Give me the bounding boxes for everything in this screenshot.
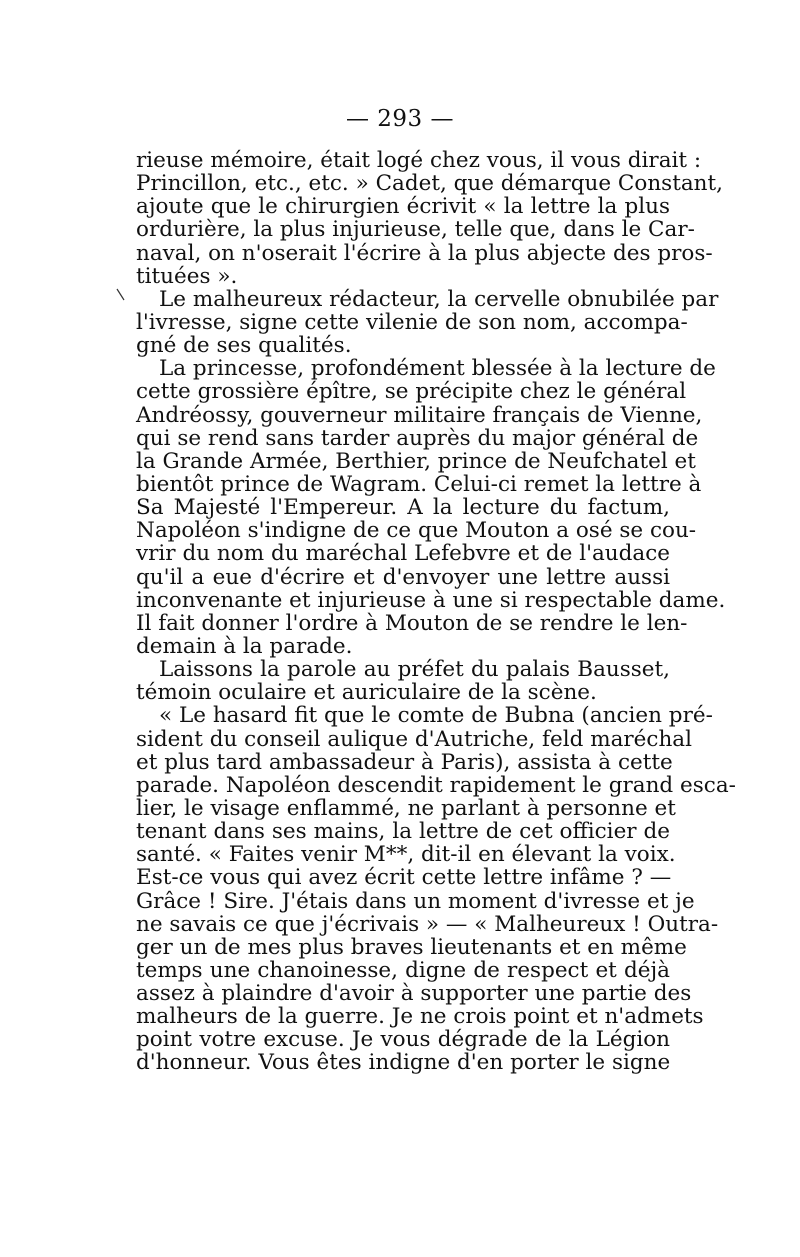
text-line: la Grande Armée, Berthier, prince de Neufchatel et — [136, 448, 696, 474]
text-line: Est-ce vous qui avez écrit cette lettre infâme ? — — [136, 865, 672, 891]
text-line: temps une chanoinesse, digne de respect et déjà — [136, 957, 670, 983]
text-line: santé. « Faites venir M**, dit-il en élevant la voix. — [136, 842, 676, 868]
margin-tick-mark — [116, 288, 126, 302]
text-line: lier, le visage enflammé, ne parlant à personne et — [136, 795, 676, 821]
text-line: l'ivresse, signe cette vilenie de son nom, accompa- — [136, 309, 688, 335]
text-line: Andréossy, gouverneur militaire français de Vienne, — [136, 402, 703, 428]
text-line: cette grossière épître, se précipite chez le général — [136, 379, 687, 405]
text-line: Grâce ! Sire. J'étais dans un moment d'ivresse et je — [136, 888, 695, 914]
text-line: ne savais ce que j'écrivais » — « Malheureux ! Outra- — [136, 911, 719, 937]
text-line: « Le hasard fit que le comte de Bubna (ancien pré- — [159, 703, 713, 729]
text-line: Il fait donner l'ordre à Mouton de se rendre le len- — [136, 610, 688, 636]
text-line: témoin oculaire et auriculaire de la scène. — [136, 680, 597, 706]
text-line: naval, on n'oserait l'écrire à la plus abjecte des pros- — [136, 240, 713, 266]
page-number: — 293 — — [345, 106, 455, 132]
text-line: Le malheureux rédacteur, la cervelle obnubilée par — [159, 286, 719, 312]
text-line: malheurs de la guerre. Je ne crois point et n'admets — [136, 1004, 704, 1030]
text-line: Princillon, etc., etc. » Cadet, que démarque Constant, — [136, 171, 723, 197]
text-line: demain à la parade. — [136, 633, 353, 659]
body-text — [136, 148, 736, 1076]
text-line: tituées ». — [136, 263, 238, 289]
text-line: et plus tard ambassadeur à Paris), assista à cette — [136, 749, 673, 775]
text-line: d'honneur. Vous êtes indigne d'en porter le signe — [136, 1050, 671, 1076]
text-line: Sa Majesté l'Empereur. A la lecture du factum, — [136, 495, 670, 521]
text-line: assez à plaindre d'avoir à supporter une partie des — [136, 981, 692, 1007]
text-line: ger un de mes plus braves lieutenants et en même — [136, 934, 687, 960]
text-line: bientôt prince de Wagram. Celui-ci remet la lettre à — [136, 471, 702, 497]
text-line: qu'il a eue d'écrire et d'envoyer une lettre aussi — [136, 564, 670, 590]
text-line: rieuse mémoire, était logé chez vous, il vous dirait : — [136, 148, 702, 173]
text-line: point votre excuse. Je vous dégrade de la Légion — [136, 1027, 670, 1053]
text-line: vrir du nom du maréchal Lefebvre et de l'audace — [136, 541, 670, 567]
text-line: parade. Napoléon descendit rapidement le grand esca- — [136, 772, 736, 798]
text-line: inconvenante et injurieuse à une si respectable dame. — [136, 587, 726, 613]
text-line: qui se rend sans tarder auprès du major général de — [136, 425, 699, 451]
text-line: ordurière, la plus injurieuse, telle que, dans le Car- — [136, 217, 695, 243]
text-line: gné de ses qualités. — [136, 333, 352, 359]
text-line: Napoléon s'indigne de ce que Mouton a osé se cou- — [136, 518, 697, 544]
text-line: La princesse, profondément blessée à la lecture de — [159, 356, 716, 382]
text-line: ajoute que le chirurgien écrivit « la lettre la plus — [136, 194, 670, 220]
text-line: sident du conseil aulique d'Autriche, feld maréchal — [136, 726, 692, 752]
text-line: Laissons la parole au préfet du palais Bausset, — [159, 657, 670, 683]
text-line: tenant dans ses mains, la lettre de cet officier de — [136, 819, 670, 845]
